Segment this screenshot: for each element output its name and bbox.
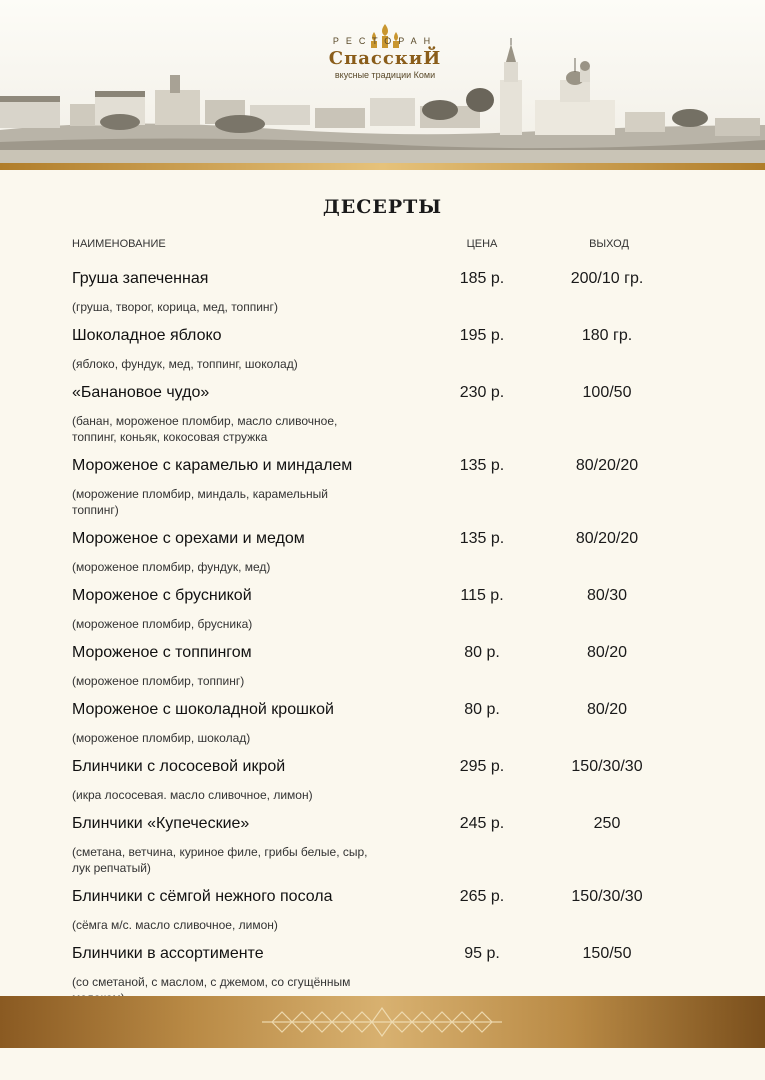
menu-item: [0, 587, 765, 632]
item-price: 195 р.: [459, 327, 505, 344]
item-yield: 80/30: [586, 587, 628, 604]
item-name: Мороженое с топпингом: [72, 644, 252, 661]
item-description: (мороженое пломбир, топпинг): [72, 674, 245, 688]
item-price: 245 р.: [459, 815, 505, 832]
item-description: (яблоко, фундук, мед, топпинг, шоколад): [72, 357, 298, 371]
item-description: (сметана, ветчина, куриное филе, грибы белые, сыр, лук репчатый): [72, 845, 368, 875]
item-name: Мороженое с орехами и медом: [72, 530, 305, 547]
footer-gold-band: [0, 996, 765, 1048]
item-name: Груша запеченная: [72, 270, 209, 287]
item-name: «Банановое чудо»: [72, 384, 210, 401]
column-header-yield: ВЫХОД: [589, 238, 629, 250]
item-name: Блинчики «Купеческие»: [72, 815, 250, 832]
item-name: Блинчики в ассортименте: [72, 945, 264, 962]
ornament-pattern-icon: [262, 1002, 502, 1042]
menu-items-list: [0, 270, 765, 1018]
brand-name: СпасскиЙ: [328, 48, 442, 69]
item-description: (икра лососевая. масло сливочное, лимон): [72, 788, 313, 802]
item-price: 295 р.: [459, 758, 505, 775]
menu-item: [0, 327, 765, 372]
brand-subtitle: вкусные традиции Коми: [334, 70, 436, 80]
item-yield: 250: [593, 815, 621, 832]
item-yield: 150/30/30: [571, 758, 643, 775]
item-yield: 180 гр.: [581, 327, 633, 344]
item-description: (морожение пломбир, миндаль, карамельный топпинг): [72, 487, 328, 517]
menu-item: [0, 270, 765, 315]
item-yield: 80/20/20: [575, 530, 639, 547]
item-description: (мороженое пломбир, брусника): [72, 617, 253, 631]
item-name: Мороженое с брусникой: [72, 587, 252, 604]
item-yield: 80/20: [586, 644, 628, 661]
item-yield: 200/10 гр.: [570, 270, 644, 287]
item-yield: 80/20/20: [575, 457, 639, 474]
item-price: 265 р.: [459, 888, 505, 905]
header-gold-band: [0, 163, 765, 170]
item-description: (со сметаной, с маслом, с джемом, со сгущённым: [72, 975, 351, 989]
menu-item: [0, 457, 765, 518]
menu-item: [0, 758, 765, 803]
item-price: 80 р.: [464, 701, 500, 718]
menu-item: [0, 644, 765, 689]
header-panorama: [0, 0, 765, 170]
item-price: 135 р.: [459, 457, 505, 474]
item-name: Блинчики с сёмгой нежного посола: [72, 888, 333, 905]
item-price: 95 р.: [464, 945, 500, 962]
brand-top-label: РЕСТОРАН: [332, 36, 438, 46]
item-price: 80 р.: [464, 644, 500, 661]
column-header-name: НАИМЕНОВАНИЕ: [72, 238, 166, 250]
item-name: Мороженое с шоколадной крошкой: [72, 701, 334, 718]
item-price: 135 р.: [459, 530, 505, 547]
menu-item: [0, 530, 765, 575]
column-headers: [0, 238, 765, 254]
item-description: (мороженое пломбир, шоколад): [72, 731, 251, 745]
item-price: 185 р.: [459, 270, 505, 287]
menu-title: ДЕСЕРТЫ: [322, 196, 443, 218]
item-name: Шоколадное яблоко: [72, 327, 222, 344]
item-yield: 80/20: [586, 701, 628, 718]
item-description: (груша, творог, корица, мед, топпинг): [72, 300, 278, 314]
item-yield: 150/50: [582, 945, 632, 962]
item-yield: 150/30/30: [571, 888, 643, 905]
menu-item: [0, 815, 765, 876]
item-description: (сёмга м/с. масло сливочное, лимон): [72, 918, 278, 932]
item-yield: 100/50: [582, 384, 632, 401]
item-name: Мороженое с карамелью и миндалем: [72, 457, 353, 474]
item-name: Блинчики с лососевой икрой: [72, 758, 286, 775]
item-price: 115 р.: [460, 587, 504, 604]
menu-item: [0, 701, 765, 746]
item-description: (банан, мороженое пломбир, масло сливочное, топпинг, коньяк, кокосовая стружка: [72, 414, 338, 444]
item-price: 230 р.: [459, 384, 505, 401]
menu-item: [0, 888, 765, 933]
column-header-price: ЦЕНА: [466, 238, 498, 250]
item-description: (мороженое пломбир, фундук, мед): [72, 560, 271, 574]
restaurant-logo: [300, 22, 470, 80]
menu-item: [0, 384, 765, 445]
